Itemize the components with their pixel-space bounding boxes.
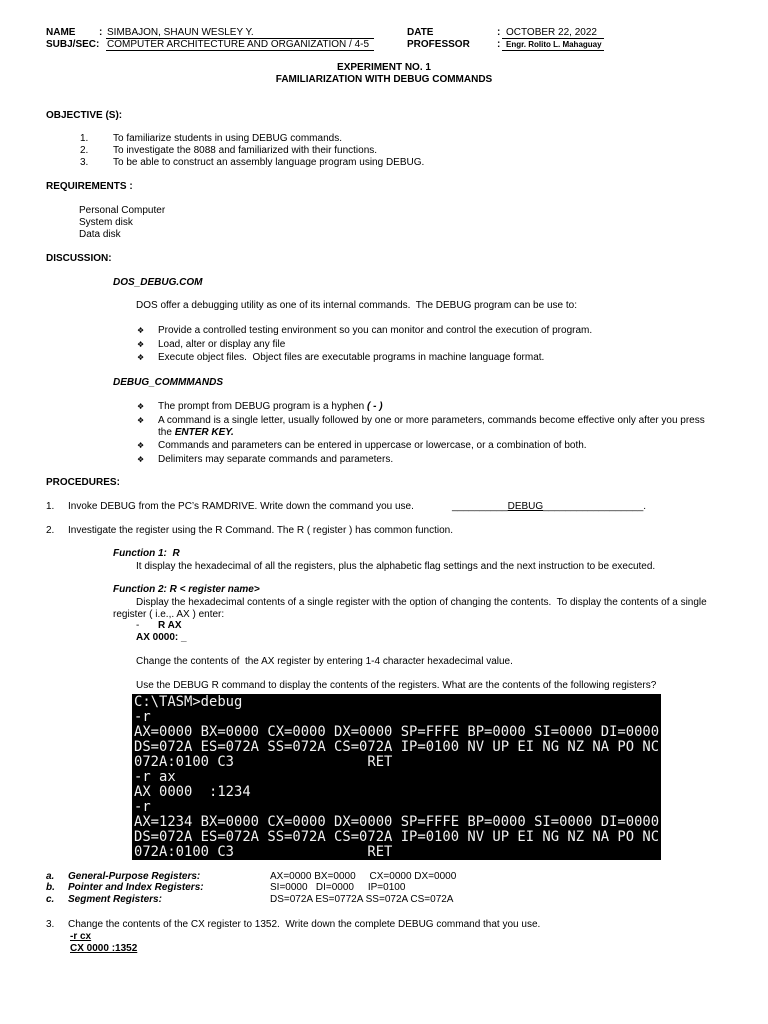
name-colon: :: [99, 27, 103, 38]
function-1-label: Function 1: R: [113, 548, 180, 559]
bullet-text-continued: the: [158, 427, 175, 438]
requirement-item: Data disk: [79, 229, 121, 240]
diamond-bullet-icon: ❖: [137, 353, 145, 362]
function-1-description: It display the hexadecimal of all the registers, plus the alphabetic flag settings and the next instruction to be executed.: [136, 561, 656, 572]
change-note: Change the contents of the AX register by entering 1-4 character hexadecimal value.: [136, 656, 513, 667]
debug-terminal-screenshot: [132, 694, 661, 860]
step-text: Invoke DEBUG from the PC’s RAMDRIVE. Write down the command you use.: [68, 501, 414, 512]
function-2-label: Function 2: R < register name>: [113, 584, 260, 595]
bullet-line: [158, 427, 234, 439]
objective-text: To investigate the 8088 and familiarized with their functions.: [113, 145, 378, 156]
objective-text: To familiarize students in using DEBUG commands.: [113, 133, 342, 144]
subj-sec-field: [106, 39, 374, 51]
register-question: Use the DEBUG R command to display the contents of the registers. What are the contents of the following registers?: [136, 680, 657, 691]
terminal-line: AX 0000 :1234: [134, 784, 251, 800]
objectives-heading: OBJECTIVE (S):: [46, 110, 123, 121]
step-answer-line: [452, 501, 646, 513]
step-3-answer-result: CX 0000 :1352: [70, 943, 138, 954]
answer-blank: __________________.: [543, 501, 647, 512]
professor-field: [502, 39, 604, 51]
requirement-item: System disk: [79, 217, 133, 228]
terminal-line: DS=072A ES=072A SS=072A CS=072A IP=0100 NV UP EI NG NZ NA PO NC: [134, 829, 660, 845]
objective-number: 2.: [80, 145, 89, 156]
diamond-bullet-icon: ❖: [137, 416, 145, 425]
experiment-title: FAMILIARIZATION WITH DEBUG COMMANDS: [275, 74, 493, 85]
date-label: DATE: [407, 27, 434, 38]
step-number: 1.: [46, 501, 55, 512]
procedures-heading: PROCEDURES:: [46, 477, 120, 488]
step-answer: DEBUG: [507, 501, 544, 512]
date-colon: :: [497, 27, 501, 38]
bullet-text: Load, alter or display any file: [158, 339, 286, 350]
step-number: 2.: [46, 525, 55, 536]
bullet-emphasis: ENTER KEY.: [174, 427, 234, 438]
terminal-line: C:\TASM>debug: [134, 694, 243, 710]
diamond-bullet-icon: ❖: [137, 441, 145, 450]
command-prompt: AX 0000: _: [136, 632, 187, 643]
professor-label: PROFESSOR: [407, 39, 470, 50]
answer-blank: __________: [452, 501, 508, 512]
discussion-heading: DISCUSSION:: [46, 253, 112, 264]
requirements-heading: REQUIREMENTS :: [46, 181, 133, 192]
bullet-emphasis: ( - ): [366, 401, 383, 412]
step-3-answer-command: -r cx: [70, 931, 92, 942]
experiment-number: EXPERIMENT NO. 1: [337, 62, 431, 73]
answer-value: AX=0000 BX=0000 CX=0000 DX=0000: [270, 871, 457, 882]
dos-debug-subheading: DOS_DEBUG.COM: [113, 277, 203, 288]
step-text: Change the contents of the CX register to 1352. Write down the complete DEBUG command that you use.: [68, 919, 541, 930]
answer-letter: a.: [46, 871, 55, 882]
objective-text: To be able to construct an assembly language program using DEBUG.: [113, 157, 425, 168]
diamond-bullet-icon: ❖: [137, 455, 145, 464]
function-2-description-continued: register ( i.e.,. AX ) enter:: [113, 609, 225, 620]
objective-number: 3.: [80, 157, 89, 168]
professor-colon: :: [497, 39, 501, 50]
terminal-line: -r: [134, 799, 151, 815]
date-value: OCTOBER 22, 2022: [506, 27, 597, 38]
bullet-text: Execute object files. Object files are executable programs in machine language format.: [158, 352, 545, 363]
terminal-line: DS=072A ES=072A SS=072A CS=072A IP=0100 NV UP EI NG NZ NA PO NC: [134, 739, 660, 755]
bullet-text: The prompt from DEBUG program is a hyphen: [158, 401, 367, 412]
objective-number: 1.: [80, 133, 89, 144]
dos-debug-intro: DOS offer a debugging utility as one of its internal commands. The DEBUG program can be use to:: [136, 300, 577, 311]
answer-letter: b.: [46, 882, 55, 893]
step-text: Investigate the register using the R Command. The R ( register ) has common function.: [68, 525, 453, 536]
function-2-description: Display the hexadecimal contents of a single register with the option of changing the contents. To display the contents of a single: [136, 597, 707, 608]
subj-sec-value: COMPUTER ARCHITECTURE AND ORGANIZATION / 4-5: [107, 39, 370, 50]
command-dash: -: [136, 620, 140, 631]
bullet-text: Provide a controlled testing environment so you can monitor and control the execution of program.: [158, 325, 593, 336]
answer-label: General-Purpose Registers:: [68, 871, 201, 882]
bullet-text: Delimiters may separate commands and parameters.: [158, 454, 394, 465]
answer-label: Pointer and Index Registers:: [68, 882, 204, 893]
diamond-bullet-icon: ❖: [137, 402, 145, 411]
terminal-line: 072A:0100 C3 RET: [134, 844, 393, 860]
name-field: [106, 27, 374, 39]
bullet-text: Commands and parameters can be entered in uppercase or lowercase, or a combination of both.: [158, 440, 587, 451]
bullet-line: [158, 401, 383, 413]
terminal-line: AX=0000 BX=0000 CX=0000 DX=0000 SP=FFFE BP=0000 SI=0000 DI=0000: [134, 724, 660, 740]
bullet-text: A command is a single letter, usually followed by one or more parameters, commands become effective only after you press: [158, 415, 705, 426]
subj-sec-label: SUBJ/SEC:: [46, 39, 100, 50]
answer-label: Segment Registers:: [68, 894, 162, 905]
answer-value: SI=0000 DI=0000 IP=0100: [270, 882, 406, 893]
terminal-line: AX=1234 BX=0000 CX=0000 DX=0000 SP=FFFE BP=0000 SI=0000 DI=0000: [134, 814, 660, 830]
terminal-line: 072A:0100 C3 RET: [134, 754, 393, 770]
name-label: NAME: [46, 27, 76, 38]
debug-commands-subheading: DEBUG_COMMMANDS: [113, 377, 223, 388]
terminal-line: -r: [134, 709, 151, 725]
requirement-item: Personal Computer: [79, 205, 166, 216]
answer-letter: c.: [46, 894, 55, 905]
diamond-bullet-icon: ❖: [137, 340, 145, 349]
terminal-line: -r ax: [134, 769, 176, 785]
name-value: SIMBAJON, SHAUN WESLEY Y.: [107, 27, 254, 38]
professor-value: Engr. Rolito L. Mahaguay: [506, 40, 602, 49]
date-field: [502, 27, 604, 39]
diamond-bullet-icon: ❖: [137, 326, 145, 335]
answer-value: DS=072A ES=0772A SS=072A CS=072A: [270, 894, 454, 905]
command-example: R AX: [158, 620, 182, 631]
step-number: 3.: [46, 919, 55, 930]
